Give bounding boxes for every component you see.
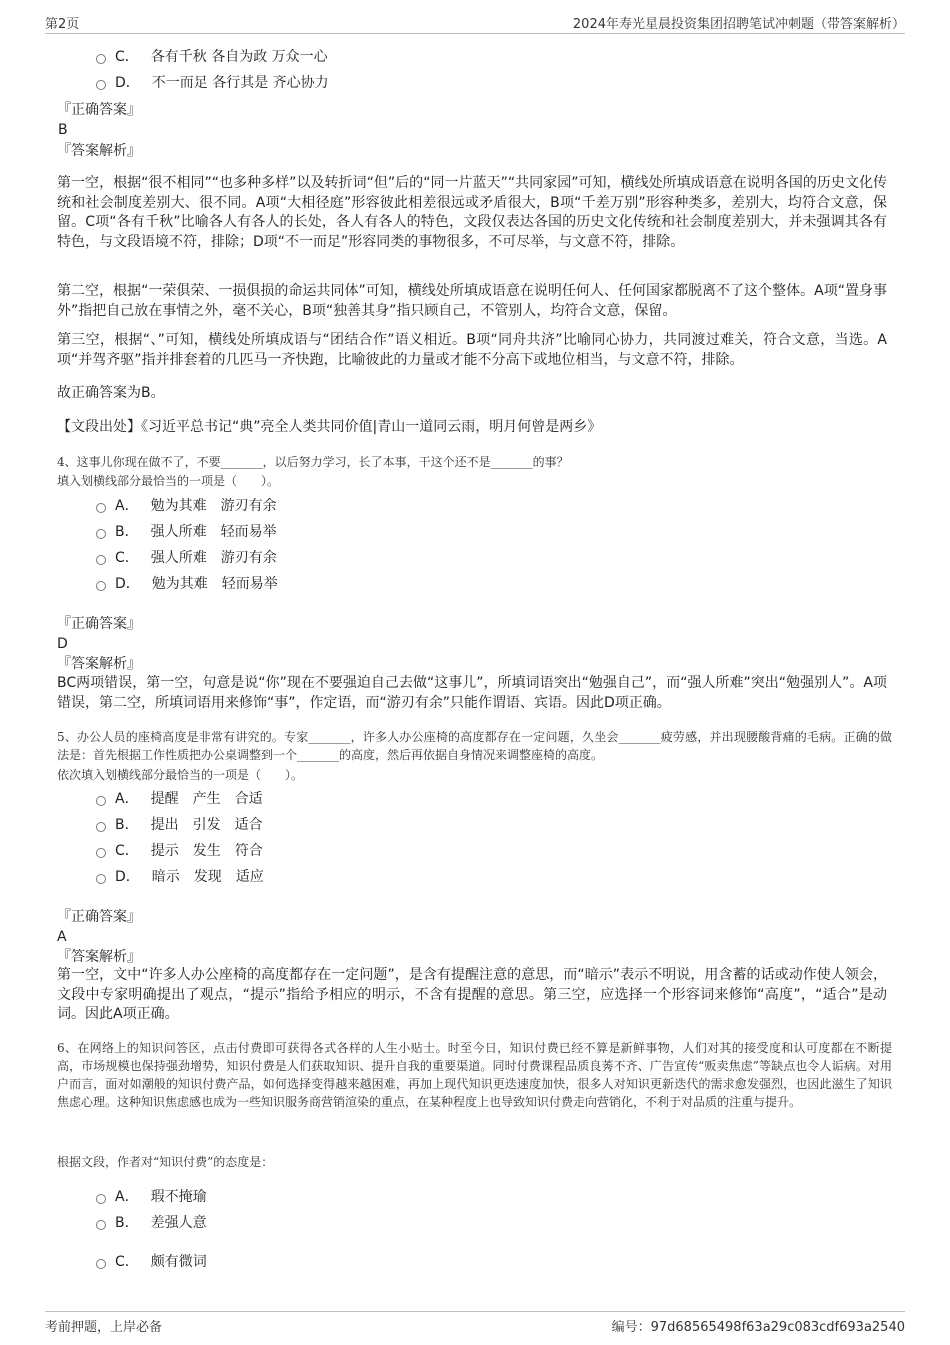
q5-option-b[interactable]: B． 提出 引发 适合 <box>96 815 263 835</box>
q5-answer: A <box>57 929 67 945</box>
q3-answer: B <box>58 122 68 138</box>
q6-option-b[interactable]: B． 差强人意 <box>96 1213 207 1233</box>
page-number: 第2页 <box>45 17 80 32</box>
q5-option-d[interactable]: D． 暗示 发现 适应 <box>96 867 264 887</box>
radio-icon[interactable] <box>96 54 106 64</box>
q3-conclusion: 故正确答案为B。 <box>57 385 165 401</box>
q3-option-d[interactable]: D． 不一而足 各行其是 齐心协力 <box>96 73 329 93</box>
q4-option-c[interactable]: C． 强人所难 游刃有余 <box>96 548 277 568</box>
radio-icon[interactable] <box>96 874 106 884</box>
q4-option-d[interactable]: D． 勉为其难 轻而易举 <box>96 574 278 594</box>
q6-option-c[interactable]: C． 颇有微词 <box>96 1252 207 1272</box>
q4-answer-label: 『正确答案』 <box>57 616 141 632</box>
radio-icon[interactable] <box>96 1194 106 1204</box>
radio-icon[interactable] <box>96 529 106 539</box>
q5-prompt: 依次填入划横线部分最恰当的一项是（ ）。 <box>57 768 304 782</box>
footer-code-value: 97d68565498f63a29c083cdf693a2540 <box>650 1320 905 1335</box>
q4-analysis-label: 『答案解析』 <box>57 656 141 672</box>
radio-icon[interactable] <box>96 822 106 832</box>
q3-analysis-paragraph-1: 第一空，根据“很不相同”“也多种多样”以及转折词“但”后的“同一片蓝天”“共同家园”可知，横线处所填成语意在说明各国的历史文化传统和社会制度差别大、很不同。A项“大相径庭”形容彼此相差很远或矛盾很大，B项“千差万别”形容种类多，差别大，均符合文意，保留。C项“各有千秋”比喻各人有各人的长处，各人有各人的特色，文段仅表达各国的历史文化传统和社会制度差别大，并未强调其各有特色，与文段语境不符，排除；D项“不一而足”形容同类的事物很多，不可尽举，与文意不符，排除。 <box>57 175 887 250</box>
q3-option-c[interactable]: C． 各有千秋 各自为政 万众一心 <box>96 47 328 67</box>
q6-stem: 6、在网络上的知识问答区，点击付费即可获得各式各样的人生小贴士。时至今日，知识付费已经不算是新鲜事物，人们对其的接受度和认可度都在不断提高，市场规模也保持强劲增势，知识付费是人们获取知识、提升自我的重要渠道。同时付费课程品质良莠不齐、广告宣传“贩卖焦虑”等缺点也令人诟病。对用户而言，面对如潮般的知识付费产品，如何选择变得越来越困难，再加上现代知识更迭速度加快，很多人对知识更新迭代的需求愈发强烈，也因此滋生了知识焦虑心理。这种知识焦虑感也成为一些知识服务商营销渲染的重点，在某种程度上也导致知识付费走向营销化，不利于对品质的注重与提升。 <box>57 1041 892 1109</box>
q3-analysis-paragraph-2: 第二空，根据“一荣俱荣、一损俱损的命运共同体”可知，横线处所填成语意在说明任何人、任何国家都脱离不了这个整体。A项“置身事外”指把自己放在事情之外，毫不关心，B项“独善其身”指只顾自己，不管别人，均符合文意，保留。 <box>57 283 887 319</box>
radio-icon[interactable] <box>96 555 106 565</box>
q4-answer: D <box>57 636 68 652</box>
footer-divider <box>45 1311 905 1312</box>
q5-option-c[interactable]: C． 提示 发生 符合 <box>96 841 263 861</box>
header-divider <box>45 33 905 34</box>
q3-source: 【文段出处】《习近平总书记“典”亮全人类共同价值|青山一道同云雨，明月何曾是两乡》 <box>57 419 602 435</box>
q3-analysis-paragraph-3: 第三空，根据“、”可知，横线处所填成语与“团结合作”语义相近。B项“同舟共济”比喻同心协力，共同渡过难关，符合文意，当选。A项“并驾齐驱”指并排套着的几匹马一齐快跑，比喻彼此的力量或才能不分高下或地位相当，与文意不符，排除。 <box>57 332 887 368</box>
q4-option-b[interactable]: B． 强人所难 轻而易举 <box>96 522 277 542</box>
q4-stem: 4、这事儿你现在做不了，不要_______，以后努力学习，长了本事，干这个还不是_______的事？ <box>57 455 569 469</box>
radio-icon[interactable] <box>96 796 106 806</box>
footer-code-label: 编号： <box>611 1320 651 1335</box>
q5-analysis-label: 『答案解析』 <box>57 949 141 965</box>
radio-icon[interactable] <box>96 80 106 90</box>
footer-slogan: 考前押题，上岸必备 <box>45 1320 163 1335</box>
radio-icon[interactable] <box>96 1220 106 1230</box>
q6-prompt: 根据文段，作者对“知识付费”的态度是： <box>57 1155 274 1169</box>
q4-prompt: 填入划横线部分最恰当的一项是（ ）。 <box>57 474 280 488</box>
q5-analysis: 第一空，文中“许多人办公座椅的高度都存在一定问题”，是含有提醒注意的意思，而“暗示”表示不明说，用含蓄的话或动作使人领会，文段中专家明确提出了观点，“提示”指给予相应的明示，不含有提醒的意思。第三空，应选择一个形容词来修饰“高度”，“适合”是动词。因此A项正确。 <box>57 967 887 1022</box>
q4-option-a[interactable]: A． 勉为其难 游刃有余 <box>96 496 277 516</box>
q5-stem: 5、办公人员的座椅高度是非常有讲究的。专家_______，许多人办公座椅的高度都存在一定问题，久坐会_______疲劳感，并出现腰酸背痛的毛病。正确的做法是：首先根据工作性质把办公桌调整到一个_______的高度，然后再依据自身情况来调整座椅的高度。 <box>57 730 892 762</box>
radio-icon[interactable] <box>96 1259 106 1269</box>
radio-icon[interactable] <box>96 848 106 858</box>
q4-analysis: BC两项错误，第一空，句意是说“你”现在不要强迫自己去做“这事儿”，所填词语突出“勉强自己”，而“强人所难”突出“勉强别人”。A项错误，第二空，所填词语用来修饰“事”，作定语，而“游刃有余”只能作谓语、宾语。因此D项正确。 <box>57 675 887 711</box>
q5-option-a[interactable]: A． 提醒 产生 合适 <box>96 789 263 809</box>
document-title: 2024年寿光星晨投资集团招聘笔试冲刺题（带答案解析） <box>572 17 905 32</box>
q3-answer-label: 『正确答案』 <box>57 102 141 118</box>
radio-icon[interactable] <box>96 503 106 513</box>
radio-icon[interactable] <box>96 581 106 591</box>
q6-option-a[interactable]: A． 瑕不掩瑜 <box>96 1187 207 1207</box>
q3-analysis-label: 『答案解析』 <box>57 143 141 159</box>
q5-answer-label: 『正确答案』 <box>57 909 141 925</box>
footer-code <box>612 1316 905 1335</box>
